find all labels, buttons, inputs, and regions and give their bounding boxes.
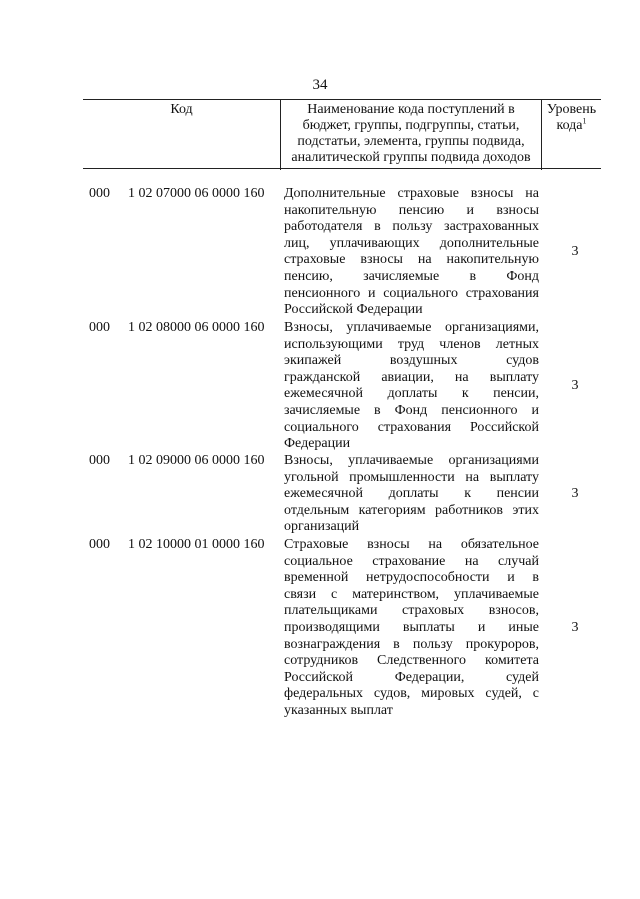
description-line: Взносы, уплачиваемые организациями — [284, 453, 539, 468]
code-level: 3 — [571, 378, 579, 394]
description-line: ежемесячной доплаты к пенсии — [284, 486, 539, 502]
header-level — [542, 100, 601, 170]
description-line: указанных выплат — [284, 702, 393, 718]
description-line: накопительную пенсию и взносы — [284, 202, 539, 218]
description-line: ежемесячной доплаты к пенсии, — [284, 386, 539, 402]
description-line: Российской Федерации — [284, 302, 423, 318]
header-name-line: Наименование кода поступлений в — [307, 102, 515, 117]
income-code: 1 02 08000 06 0000 160 — [128, 320, 265, 335]
description-line: плательщиками страховых взносов, — [284, 603, 539, 619]
description-line: лиц, уплачивающих дополнительные — [284, 235, 539, 251]
description-line: гражданской авиации, на выплату — [284, 369, 539, 385]
description-line: отдельным категориям работников этих — [284, 502, 539, 518]
description-line: Федерации — [284, 436, 351, 452]
description-line: социального страхования Российской — [284, 419, 539, 435]
description-line: производящими выплаты и иные — [284, 619, 539, 635]
code-level: 3 — [571, 620, 579, 635]
description-line: федеральных судов, мировых судей, с — [284, 686, 539, 702]
code-level: 3 — [571, 486, 579, 502]
description-line: сотрудников Следственного комитета — [284, 653, 539, 669]
description-line: социальное страхование на случай — [284, 553, 539, 569]
description-line: экипажей воздушных судов — [284, 353, 539, 369]
admin-code: 000 — [89, 186, 110, 201]
description-line: пенсию, зачисляемые в Фонд — [284, 268, 539, 284]
income-code: 1 02 07000 06 0000 160 — [128, 186, 265, 201]
income-description — [284, 320, 539, 453]
header-name-line: бюджет, группы, подгруппы, статьи, — [302, 118, 520, 133]
table-header — [83, 99, 601, 169]
header-name — [281, 100, 542, 170]
description-line: зачисляемые в Фонд пенсионного и — [284, 402, 539, 418]
description-line: связи с материнством, уплачиваемые — [284, 586, 539, 602]
income-description — [284, 537, 539, 720]
admin-code: 000 — [89, 453, 110, 468]
income-code: 1 02 09000 06 0000 160 — [128, 453, 265, 468]
admin-code: 000 — [89, 320, 110, 335]
admin-code: 000 — [89, 537, 110, 552]
header-name-line: аналитической группы подвида доходов — [291, 150, 531, 165]
description-line: временной нетрудоспособности и в — [284, 570, 539, 586]
description-line: вознаграждения в пользу прокуроров, — [284, 636, 539, 652]
header-name-line: подстатьи, элемента, группы подвида, — [297, 134, 525, 149]
income-description — [284, 186, 539, 319]
income-description — [284, 453, 539, 536]
description-line: Взносы, уплачиваемые организациями, — [284, 320, 539, 335]
header-code: Код — [83, 100, 281, 170]
description-line: Российской Федерации, судей — [284, 669, 539, 685]
page-number: 34 — [312, 77, 328, 93]
header-level-footnote: 1 — [582, 116, 587, 126]
header-level-line2: кода$^1$ — [556, 116, 587, 133]
description-line: Дополнительные страховые взносы на — [284, 186, 539, 201]
income-code: 1 02 10000 01 0000 160 — [128, 537, 265, 552]
description-line: работодателя в пользу застрахованных — [284, 219, 539, 235]
description-line: страховые взносы на накопительную — [284, 252, 539, 268]
description-line: Страховые взносы на обязательное — [284, 537, 539, 552]
code-level: 3 — [571, 244, 579, 260]
description-line: угольной промышленности на выплату — [284, 469, 539, 485]
description-line: использующими труд членов летных — [284, 336, 539, 352]
description-line: пенсионного и социального страхования — [284, 285, 539, 301]
description-line: организаций — [284, 519, 360, 535]
header-level-line1: Уровень — [546, 102, 597, 117]
